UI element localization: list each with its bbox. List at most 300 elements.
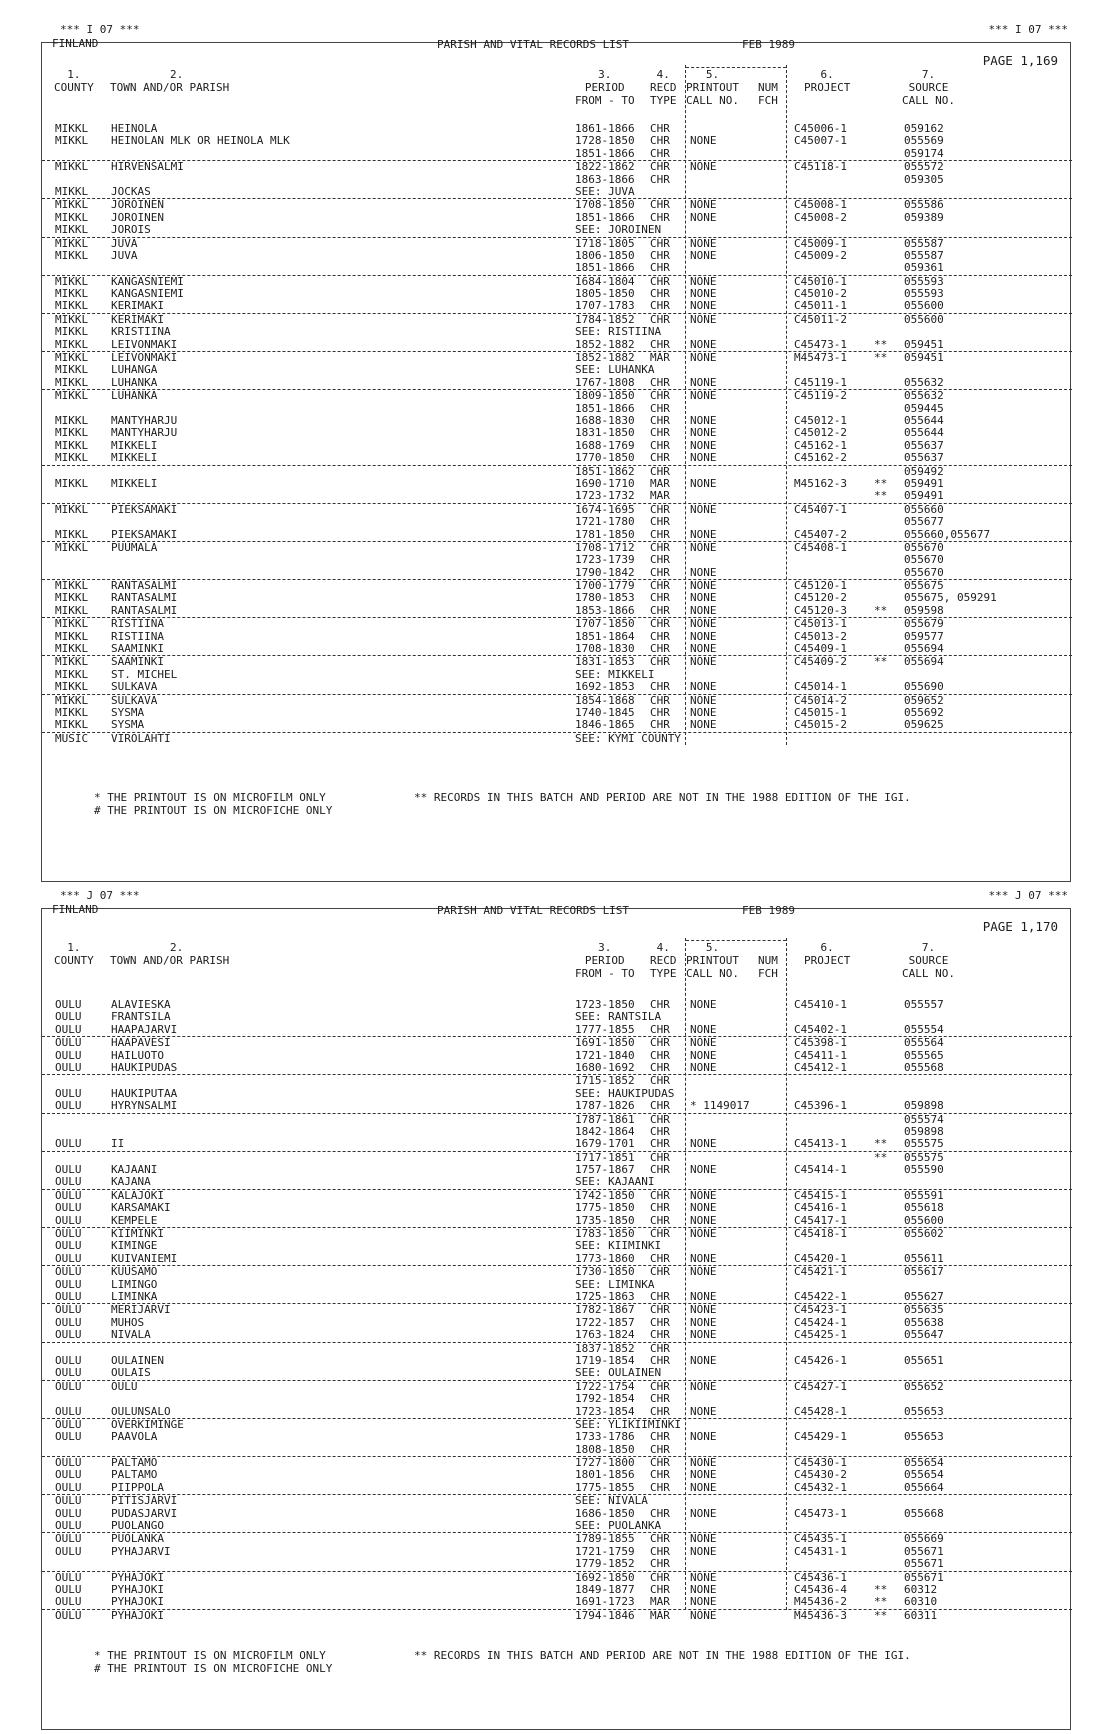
- record-type-cell: CHR: [650, 1379, 670, 1393]
- source-call-cell: 055568: [904, 1060, 944, 1074]
- period-cell: 1801-1856: [575, 1468, 635, 1482]
- source-call-cell: 059162: [904, 122, 944, 135]
- source-call-cell: 055660,055677: [904, 527, 991, 541]
- igi-mark-cell: **: [874, 337, 888, 351]
- project-cell: C45413-1: [794, 1137, 847, 1151]
- table-row: [42, 427, 1072, 439]
- town-cell: OULAIS: [111, 1366, 151, 1380]
- town-cell: PUUMALA: [111, 540, 158, 554]
- source-call-cell: 055675, 059291: [904, 591, 997, 605]
- county-cell: OULU: [55, 1303, 82, 1317]
- source-call-cell: 055575: [904, 1137, 944, 1151]
- period-cell: 1851-1866: [575, 210, 635, 224]
- period-cell: 1722-1754: [575, 1379, 635, 1393]
- town-cell: PALTAMO: [111, 1468, 158, 1482]
- period-cell: SEE: NIVALA: [575, 1494, 648, 1508]
- printout-call-cell: NONE: [690, 1608, 717, 1622]
- project-cell: C45407-2: [794, 527, 847, 541]
- county-cell: MIKKL: [55, 591, 89, 605]
- record-type-cell: CHR: [650, 629, 670, 643]
- town-cell: JOROINEN: [111, 210, 164, 224]
- town-cell: PYHAJOKI: [111, 1582, 164, 1596]
- record-type-cell: CHR: [650, 1074, 670, 1088]
- town-cell: MIKKELI: [111, 438, 158, 452]
- source-call-cell: 055660: [904, 502, 944, 516]
- source-call-cell: 059445: [904, 401, 944, 415]
- town-cell: MIKKELI: [111, 476, 158, 490]
- period-cell: 1679-1701: [575, 1137, 635, 1151]
- table-row: [42, 148, 1072, 161]
- town-cell: HIRVENSALMI: [111, 160, 184, 174]
- project-cell: C45014-1: [794, 680, 847, 694]
- county-cell: OULU: [55, 1494, 82, 1508]
- source-call-cell: 055593: [904, 287, 944, 301]
- table-row: [42, 529, 1072, 542]
- record-type-cell: CHR: [650, 1341, 670, 1355]
- source-call-cell: 059361: [904, 261, 944, 275]
- town-cell: MERIJARVI: [111, 1303, 171, 1317]
- record-type-cell: CHR: [650, 603, 670, 617]
- source-call-cell: 055635: [904, 1303, 944, 1317]
- county-cell: OULU: [55, 1608, 82, 1622]
- printout-call-cell: NONE: [690, 1163, 717, 1177]
- source-call-cell: 055694: [904, 655, 944, 669]
- town-cell: HAAPAVESI: [111, 1036, 171, 1050]
- record-type-cell: CHR: [650, 1137, 670, 1151]
- town-cell: LUHANKA: [111, 375, 158, 389]
- record-type-cell: MAR: [650, 489, 670, 503]
- table-row: [42, 1037, 1072, 1049]
- county-cell: OULU: [55, 1251, 82, 1265]
- town-cell: HYRYNSALMI: [111, 1099, 178, 1113]
- project-cell: C45431-1: [794, 1544, 847, 1558]
- record-type-cell: CHR: [650, 1036, 670, 1050]
- town-cell: SAAMINKI: [111, 642, 164, 656]
- table-row: [42, 490, 1072, 503]
- town-cell: KALAJOKI: [111, 1188, 164, 1202]
- source-call-cell: 059491: [904, 476, 944, 490]
- town-cell: KAJANA: [111, 1175, 151, 1189]
- printout-call-cell: NONE: [690, 1265, 717, 1279]
- note-microfilm: * THE PRINTOUT IS ON MICROFILM ONLY: [94, 1649, 326, 1662]
- county-cell: MIKKL: [55, 389, 89, 403]
- period-cell: SEE: HAUKIPUDAS: [575, 1086, 675, 1100]
- project-cell: C45120-3: [794, 603, 847, 617]
- county-cell: MIKKL: [55, 667, 89, 681]
- printout-call-cell: NONE: [690, 1480, 717, 1494]
- county-cell: MIKKL: [55, 413, 89, 427]
- table-row: [42, 592, 1072, 604]
- printout-call-cell: NONE: [690, 998, 717, 1011]
- record-type-cell: CHR: [650, 172, 670, 186]
- county-cell: OULU: [55, 1532, 82, 1546]
- source-call-cell: 055675: [904, 579, 944, 593]
- printout-call-cell: NONE: [690, 438, 717, 452]
- table-row: [42, 1444, 1072, 1457]
- table-row: [42, 1431, 1072, 1443]
- printout-call-cell: NONE: [690, 1060, 717, 1074]
- town-cell: LEIVONMAKI: [111, 337, 178, 351]
- source-call-cell: 059898: [904, 1124, 944, 1138]
- county-cell: OULU: [55, 1265, 82, 1279]
- town-cell: KERIMAKI: [111, 299, 164, 313]
- period-cell: 1851-1866: [575, 261, 635, 275]
- town-cell: MIKKELI: [111, 451, 158, 465]
- town-cell: VIROLAHTI: [111, 731, 171, 745]
- project-cell: C45416-1: [794, 1201, 847, 1215]
- town-cell: JUVA: [111, 236, 138, 250]
- project-cell: C45398-1: [794, 1036, 847, 1050]
- record-type-cell: CHR: [650, 1557, 670, 1571]
- town-cell: PUOLANKA: [111, 1532, 164, 1546]
- source-call-cell: 055590: [904, 1163, 944, 1177]
- table-row: [42, 1266, 1072, 1278]
- project-cell: C45436-1: [794, 1570, 847, 1584]
- period-cell: 1721-1759: [575, 1544, 635, 1558]
- table-row: [42, 1024, 1072, 1037]
- igi-mark-cell: **: [874, 655, 888, 669]
- printout-call-cell: NONE: [690, 565, 717, 579]
- source-call-cell: 055637: [904, 451, 944, 465]
- project-cell: C45410-1: [794, 998, 847, 1011]
- project-cell: C45396-1: [794, 1099, 847, 1113]
- county-cell: OULU: [55, 1289, 82, 1303]
- record-type-cell: CHR: [650, 1099, 670, 1113]
- period-cell: 1690-1710: [575, 476, 635, 490]
- record-type-cell: CHR: [650, 198, 670, 212]
- printout-call-cell: NONE: [690, 476, 717, 490]
- town-cell: RISTIINA: [111, 617, 164, 631]
- county-cell: MIKKL: [55, 198, 89, 212]
- record-type-cell: CHR: [650, 134, 670, 148]
- table-row: [42, 1215, 1072, 1228]
- period-cell: 1851-1864: [575, 629, 635, 643]
- town-cell: HAAPAJARVI: [111, 1022, 178, 1036]
- town-cell: SULKAVA: [111, 680, 158, 694]
- header-project: 6. PROJECT: [804, 68, 851, 94]
- igi-mark-cell: **: [874, 351, 888, 365]
- printout-call-cell: NONE: [690, 134, 717, 148]
- table-row: [42, 1228, 1072, 1240]
- table-row: [42, 390, 1072, 402]
- period-cell: 1707-1850: [575, 617, 635, 631]
- table-row: [42, 300, 1072, 313]
- period-cell: 1708-1850: [575, 198, 635, 212]
- printout-call-cell: NONE: [690, 1022, 717, 1036]
- record-type-cell: CHR: [650, 1048, 670, 1062]
- source-call-cell: 055587: [904, 248, 944, 262]
- printout-call-cell: NONE: [690, 579, 717, 593]
- town-cell: FRANTSILA: [111, 1010, 171, 1024]
- record-type-cell: CHR: [650, 1570, 670, 1584]
- source-call-cell: 055637: [904, 438, 944, 452]
- source-call-cell: 055651: [904, 1353, 944, 1367]
- project-cell: C45424-1: [794, 1315, 847, 1329]
- page-date: FEB 1989: [742, 38, 795, 51]
- county-cell: MIKKL: [55, 502, 89, 516]
- printout-call-cell: NONE: [690, 287, 717, 301]
- record-type-cell: CHR: [650, 591, 670, 605]
- record-type-cell: CHR: [650, 1163, 670, 1177]
- source-call-cell: 055654: [904, 1468, 944, 1482]
- period-cell: 1722-1857: [575, 1315, 635, 1329]
- county-cell: MIKKL: [55, 629, 89, 643]
- record-table: [42, 999, 1072, 1622]
- town-cell: JOROINEN: [111, 198, 164, 212]
- project-cell: C45435-1: [794, 1532, 847, 1546]
- project-cell: C45162-1: [794, 438, 847, 452]
- project-cell: C45429-1: [794, 1430, 847, 1444]
- printout-call-cell: NONE: [690, 1544, 717, 1558]
- footnotes: [94, 791, 332, 817]
- source-call-cell: 055565: [904, 1048, 944, 1062]
- town-cell: PIIPPOLA: [111, 1480, 164, 1494]
- printout-call-cell: NONE: [690, 1468, 717, 1482]
- county-cell: OULU: [55, 1277, 82, 1291]
- period-cell: 1692-1853: [575, 680, 635, 694]
- project-cell: C45008-2: [794, 210, 847, 224]
- source-call-cell: 055574: [904, 1112, 944, 1126]
- period-cell: 1680-1692: [575, 1060, 635, 1074]
- period-cell: 1831-1853: [575, 655, 635, 669]
- table-row: [42, 1406, 1072, 1419]
- period-cell: SEE: KIIMINKI: [575, 1239, 662, 1253]
- county-cell: OULU: [55, 1595, 82, 1609]
- town-cell: LUHANGA: [111, 363, 158, 377]
- record-type-cell: CHR: [650, 1315, 670, 1329]
- record-type-cell: MAR: [650, 476, 670, 490]
- record-type-cell: CHR: [650, 1289, 670, 1303]
- table-row: [42, 1367, 1072, 1380]
- table-row: [42, 161, 1072, 173]
- source-call-cell: 059625: [904, 718, 944, 732]
- town-cell: JOROIS: [111, 223, 151, 237]
- header-period: 3. PERIOD FROM - TO: [575, 941, 635, 980]
- project-cell: M45162-3: [794, 476, 847, 490]
- printout-call-cell: NONE: [690, 351, 717, 365]
- county-cell: MUSIC: [55, 731, 89, 745]
- record-table: [42, 123, 1072, 745]
- period-cell: 1707-1783: [575, 299, 635, 313]
- printout-call-cell: NONE: [690, 655, 717, 669]
- period-cell: 1721-1780: [575, 515, 635, 529]
- town-cell: SAAMINKI: [111, 655, 164, 669]
- period-cell: SEE: JUVA: [575, 184, 635, 198]
- table-row: [42, 1329, 1072, 1342]
- project-cell: C45473-1: [794, 1506, 847, 1520]
- county-cell: OULU: [55, 1086, 82, 1100]
- note-microfilm: * THE PRINTOUT IS ON MICROFILM ONLY: [94, 791, 326, 804]
- table-row: [42, 1596, 1072, 1609]
- record-type-cell: CHR: [650, 274, 670, 288]
- igi-mark-cell: **: [874, 1137, 888, 1151]
- printout-call-cell: * 1149017: [690, 1099, 750, 1113]
- county-cell: MIKKL: [55, 579, 89, 593]
- period-cell: SEE: KYMI COUNTY: [575, 731, 681, 745]
- source-call-cell: 60310: [904, 1595, 938, 1609]
- record-type-cell: CHR: [650, 464, 670, 478]
- record-type-cell: CHR: [650, 617, 670, 631]
- period-cell: 1854-1868: [575, 693, 635, 707]
- printout-call-cell: NONE: [690, 1430, 717, 1444]
- table-row: [42, 1202, 1072, 1214]
- printout-call-cell: NONE: [690, 693, 717, 707]
- printout-call-cell: NONE: [690, 642, 717, 656]
- county-cell: OULU: [55, 1163, 82, 1177]
- printout-call-cell: NONE: [690, 1379, 717, 1393]
- town-cell: ALAVIESKA: [111, 998, 171, 1011]
- printout-call-cell: NONE: [690, 629, 717, 643]
- project-cell: C45473-1: [794, 337, 847, 351]
- table-row: [42, 681, 1072, 694]
- county-cell: MIKKL: [55, 351, 89, 365]
- table-row: [42, 224, 1072, 237]
- county-cell: MIKKL: [55, 438, 89, 452]
- table-row: [42, 212, 1072, 224]
- county-cell: MIKKL: [55, 718, 89, 732]
- header-town: 2. TOWN AND/OR PARISH: [110, 941, 230, 967]
- table-row: [42, 1176, 1072, 1189]
- printout-call-cell: NONE: [690, 1213, 717, 1227]
- record-type-cell: MAR: [650, 1608, 670, 1622]
- town-cell: OULU: [111, 1379, 138, 1393]
- county-cell: OULU: [55, 1315, 82, 1329]
- county-cell: OULU: [55, 1022, 82, 1036]
- record-type-cell: CHR: [650, 337, 670, 351]
- county-cell: OULU: [55, 1379, 82, 1393]
- source-call-cell: 055694: [904, 642, 944, 656]
- project-cell: C45015-1: [794, 705, 847, 719]
- record-type-cell: CHR: [650, 680, 670, 694]
- period-cell: 1691-1723: [575, 1595, 635, 1609]
- header-period: 3. PERIOD FROM - TO: [575, 68, 635, 107]
- period-cell: 1808-1850: [575, 1442, 635, 1456]
- project-cell: C45006-1: [794, 122, 847, 135]
- record-type-cell: CHR: [650, 515, 670, 529]
- county-cell: MIKKL: [55, 299, 89, 313]
- town-cell: PALTAMO: [111, 1456, 158, 1470]
- county-cell: OULU: [55, 1137, 82, 1151]
- project-cell: C45011-1: [794, 299, 847, 313]
- period-cell: 1790-1842: [575, 565, 635, 579]
- period-cell: 1783-1850: [575, 1227, 635, 1241]
- source-call-cell: 055668: [904, 1506, 944, 1520]
- record-type-cell: CHR: [650, 1442, 670, 1456]
- source-call-cell: 059305: [904, 172, 944, 186]
- project-cell: M45436-3: [794, 1608, 847, 1622]
- period-cell: 1763-1824: [575, 1328, 635, 1342]
- project-cell: C45409-2: [794, 655, 847, 669]
- header-type: 4. RECD TYPE: [650, 941, 677, 980]
- table-row: [42, 1138, 1072, 1151]
- town-cell: PIEKSAMAKI: [111, 527, 178, 541]
- period-cell: 1721-1840: [575, 1048, 635, 1062]
- project-cell: C45415-1: [794, 1188, 847, 1202]
- county-cell: MIKKL: [55, 363, 89, 377]
- header-printout: 5. PRINTOUT CALL NO.: [686, 68, 739, 107]
- town-cell: OULAINEN: [111, 1353, 164, 1367]
- record-type-cell: CHR: [650, 1150, 670, 1164]
- igi-mark-cell: **: [874, 1150, 888, 1164]
- project-cell: M45436-2: [794, 1595, 847, 1609]
- source-call-cell: 055600: [904, 1213, 944, 1227]
- table-row: [42, 1381, 1072, 1393]
- table-row: [42, 377, 1072, 390]
- project-cell: C45119-1: [794, 375, 847, 389]
- record-type-cell: CHR: [650, 579, 670, 593]
- project-cell: C45428-1: [794, 1404, 847, 1418]
- record-type-cell: CHR: [650, 1303, 670, 1317]
- project-cell: C45407-1: [794, 502, 847, 516]
- period-cell: 1767-1808: [575, 375, 635, 389]
- town-cell: MANTYHARJU: [111, 426, 178, 440]
- record-page-2: [41, 889, 1071, 1730]
- period-cell: 1773-1860: [575, 1251, 635, 1265]
- period-cell: SEE: JOROINEN: [575, 223, 662, 237]
- county-cell: OULU: [55, 1544, 82, 1558]
- printout-call-cell: NONE: [690, 426, 717, 440]
- note-igi: ** RECORDS IN THIS BATCH AND PERIOD ARE NOT IN THE 1988 EDITION OF THE IGI.: [414, 1649, 911, 1662]
- record-type-cell: CHR: [650, 693, 670, 707]
- record-page-1: [41, 23, 1071, 882]
- project-cell: C45119-2: [794, 389, 847, 403]
- county-cell: MIKKL: [55, 642, 89, 656]
- record-type-cell: CHR: [650, 160, 670, 174]
- note-microfiche: # THE PRINTOUT IS ON MICROFICHE ONLY: [94, 1662, 333, 1675]
- page-band-right: *** I 07 ***: [988, 23, 1068, 36]
- town-cell: KUIVANIEMI: [111, 1251, 178, 1265]
- period-cell: SEE: MIKKELI: [575, 667, 655, 681]
- record-type-cell: CHR: [650, 1251, 670, 1265]
- source-call-cell: 059652: [904, 693, 944, 707]
- county-cell: MIKKL: [55, 693, 89, 707]
- record-type-cell: CHR: [650, 1404, 670, 1418]
- printout-call-cell: NONE: [690, 1595, 717, 1609]
- source-call-cell: 055679: [904, 617, 944, 631]
- record-type-cell: CHR: [650, 401, 670, 415]
- printout-call-cell: NONE: [690, 389, 717, 403]
- printout-call-cell: NONE: [690, 1201, 717, 1215]
- source-call-cell: 055638: [904, 1315, 944, 1329]
- source-call-cell: 055677: [904, 515, 944, 529]
- record-type-cell: CHR: [650, 1227, 670, 1241]
- source-call-cell: 055617: [904, 1265, 944, 1279]
- table-row: [42, 186, 1072, 199]
- printout-call-cell: NONE: [690, 274, 717, 288]
- project-cell: C45412-1: [794, 1060, 847, 1074]
- project-cell: C45417-1: [794, 1213, 847, 1227]
- town-cell: KUUSAMO: [111, 1265, 158, 1279]
- period-cell: 1686-1850: [575, 1506, 635, 1520]
- table-row: [42, 554, 1072, 566]
- record-type-cell: CHR: [650, 389, 670, 403]
- country-label: FINLAND: [52, 37, 99, 50]
- period-cell: 1740-1845: [575, 705, 635, 719]
- period-cell: 1674-1695: [575, 502, 635, 516]
- county-cell: OULU: [55, 1353, 82, 1367]
- printout-call-cell: NONE: [690, 1036, 717, 1050]
- project-cell: C45423-1: [794, 1303, 847, 1317]
- printout-call-cell: NONE: [690, 1404, 717, 1418]
- town-cell: LIMINGO: [111, 1277, 158, 1291]
- town-cell: HAILUOTO: [111, 1048, 164, 1062]
- county-cell: MIKKL: [55, 134, 89, 148]
- table-row: [42, 262, 1072, 275]
- period-cell: SEE: YLIKIIMINKI: [575, 1417, 681, 1431]
- table-row: [42, 1062, 1072, 1075]
- town-cell: KRISTIINA: [111, 325, 171, 339]
- project-cell: C45007-1: [794, 134, 847, 148]
